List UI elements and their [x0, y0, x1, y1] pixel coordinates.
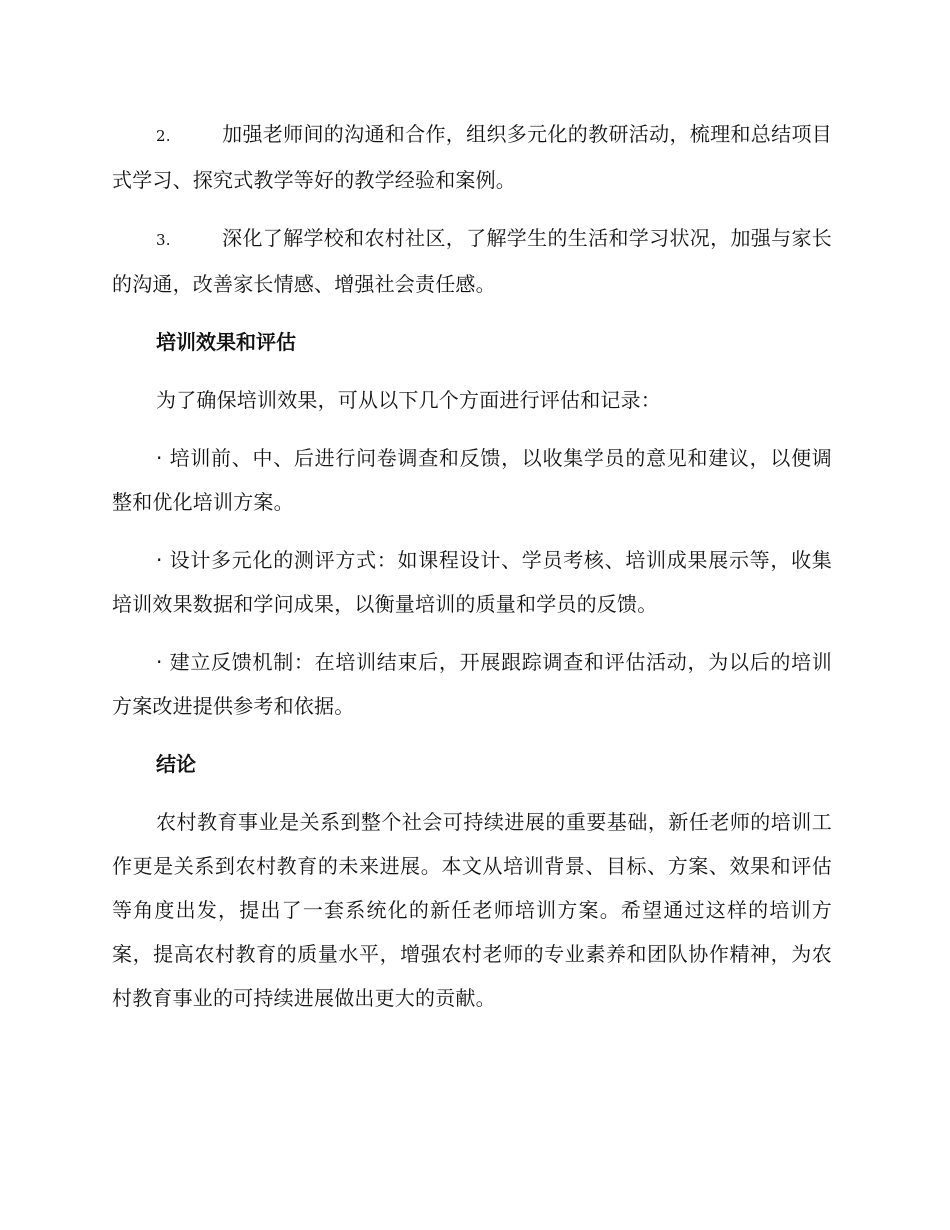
numbered-item-2: [112, 112, 832, 202]
evaluation-bullet-1: · 培训前、中、后进行问卷调查和反馈，以收集学员的意见和建议，以便调整和优化培训方案。: [112, 446, 832, 514]
item-text: 加强老师间的沟通和合作，组织多元化的教研活动，梳理和总结项目式学习、探究式教学等好的教学经验和案例。: [112, 122, 832, 192]
section-heading-conclusion: 结论: [156, 752, 196, 776]
section-heading-evaluation: 培训效果和评估: [156, 330, 296, 354]
evaluation-bullet-2: · 设计多元化的测评方式：如课程设计、学员考核、培训成果展示等，收集培训效果数据和学问成果，以衡量培训的质量和学员的反馈。: [112, 548, 832, 616]
numbered-item-3: [112, 216, 832, 306]
item-number: 3.: [156, 231, 171, 249]
item-number: 2.: [156, 127, 171, 145]
conclusion-body: 农村教育事业是关系到整个社会可持续进展的重要基础，新任老师的培训工作更是关系到农村教育的未来进展。本文从培训背景、目标、方案、效果和评估等角度出发，提出了一套系统化的新任老师培训方案。希望通过这样的培训方案，提高农村教育的质量水平，增强农村老师的专业素养和团队协作精神，为农村教育事业的可持续进展做出更大的贡献。: [112, 810, 832, 1010]
evaluation-intro: 为了确保培训效果，可从以下几个方面进行评估和记录：: [156, 388, 661, 412]
item-text: 深化了解学校和农村社区，了解学生的生活和学习状况，加强与家长的沟通，改善家长情感、增强社会责任感。: [112, 226, 832, 296]
evaluation-bullet-3: · 建立反馈机制：在培训结束后，开展跟踪调查和评估活动，为以后的培训方案改进提供参考和依据。: [112, 650, 832, 718]
